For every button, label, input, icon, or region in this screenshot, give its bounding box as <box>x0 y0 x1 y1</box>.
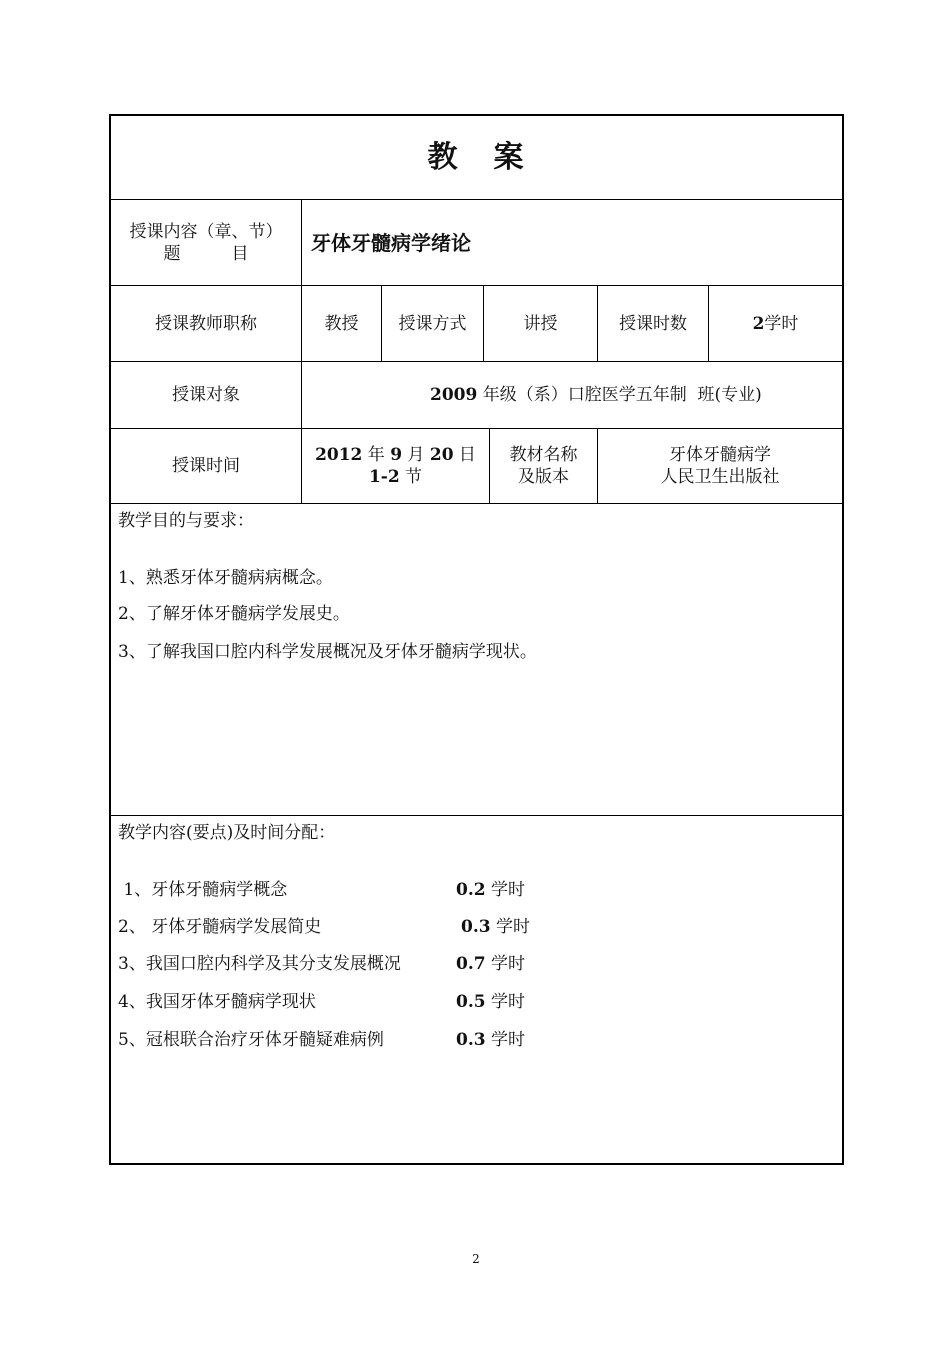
content-hours <box>456 1025 525 1050</box>
row-divider <box>109 503 844 504</box>
objectives-heading: 教学目的与要求： <box>118 511 254 531</box>
hours-number: 2 <box>752 313 765 334</box>
hours-value: 0.5 <box>456 992 486 1012</box>
hours-value: 0.2 <box>456 880 486 900</box>
hours-unit: 学时 <box>485 992 525 1012</box>
textbook-value <box>598 429 842 503</box>
time-period: 1-2 <box>368 467 400 487</box>
title-char: 教 <box>427 139 460 175</box>
objective-item: 2、了解牙体牙髓病学发展史。 <box>118 604 350 624</box>
topic-label-line: 授课内容（章、节） <box>129 221 283 242</box>
textbook-publisher: 人民卫生出版社 <box>660 467 780 487</box>
objective-item: 1、熟悉牙体牙髓病病概念。 <box>118 568 333 588</box>
title-char: 案 <box>493 139 526 175</box>
textbook-label <box>490 429 597 503</box>
topic-label <box>111 200 301 285</box>
page-number: 2 <box>472 1252 480 1266</box>
teacher-title-label: 授课教师职称 <box>155 313 257 334</box>
hours-value: 0.7 <box>456 954 486 974</box>
hours-label: 授课时数 <box>619 313 687 334</box>
audience-value <box>302 362 842 428</box>
time-month: 9 <box>390 445 403 465</box>
method-value: 讲授 <box>523 313 558 334</box>
content-hours <box>456 987 525 1012</box>
audience-label: 授课对象 <box>172 385 240 405</box>
time-month-unit: 月 <box>402 445 430 465</box>
audience-year: 2009 <box>430 385 478 405</box>
hours-value <box>709 286 842 361</box>
time-year: 2012 <box>315 445 363 465</box>
page-title <box>109 116 844 199</box>
content-item: 4、我国牙体牙髓病学现状 <box>118 992 316 1012</box>
topic-label-line: 题 目 <box>163 243 249 264</box>
time-day-unit: 日 <box>453 445 476 465</box>
content-item: 1、牙体牙髓病学概念 <box>118 880 288 900</box>
topic-value: 牙体牙髓病学绪论 <box>311 230 471 255</box>
time-day: 20 <box>429 445 454 465</box>
time-value <box>302 429 489 503</box>
content-item: 3、我国口腔内科学及其分支发展概况 <box>118 954 401 974</box>
teacher-title-value: 教授 <box>324 313 359 334</box>
audience-text: 年级（系）口腔医学五年制 班(专业) <box>477 385 762 405</box>
content-item: 2、 牙体牙髓病学发展简史 <box>118 917 322 937</box>
textbook-label-line: 教材名称 <box>509 445 578 465</box>
content-hours <box>461 912 530 937</box>
hours-value: 0.3 <box>456 1030 486 1050</box>
objective-item: 3、了解我国口腔内科学发展概况及牙体牙髓病学现状。 <box>118 642 537 662</box>
hours-value: 0.3 <box>461 917 491 937</box>
time-label: 授课时间 <box>172 456 240 476</box>
time-period-unit: 节 <box>399 467 423 487</box>
row-divider <box>109 815 844 816</box>
hours-unit: 学时 <box>764 313 799 334</box>
hours-unit: 学时 <box>490 917 530 937</box>
content-item: 5、冠根联合治疗牙体牙髓疑难病例 <box>118 1030 384 1050</box>
content-hours <box>456 949 525 974</box>
hours-unit: 学时 <box>485 880 525 900</box>
textbook-name: 牙体牙髓病学 <box>669 445 771 465</box>
hours-unit: 学时 <box>485 954 525 974</box>
method-label: 授课方式 <box>398 313 467 334</box>
hours-unit: 学时 <box>485 1030 525 1050</box>
content-hours <box>456 875 525 900</box>
content-heading: 教学内容(要点)及时间分配： <box>118 823 336 843</box>
textbook-label-line: 及版本 <box>518 467 569 487</box>
time-year-unit: 年 <box>362 445 391 465</box>
